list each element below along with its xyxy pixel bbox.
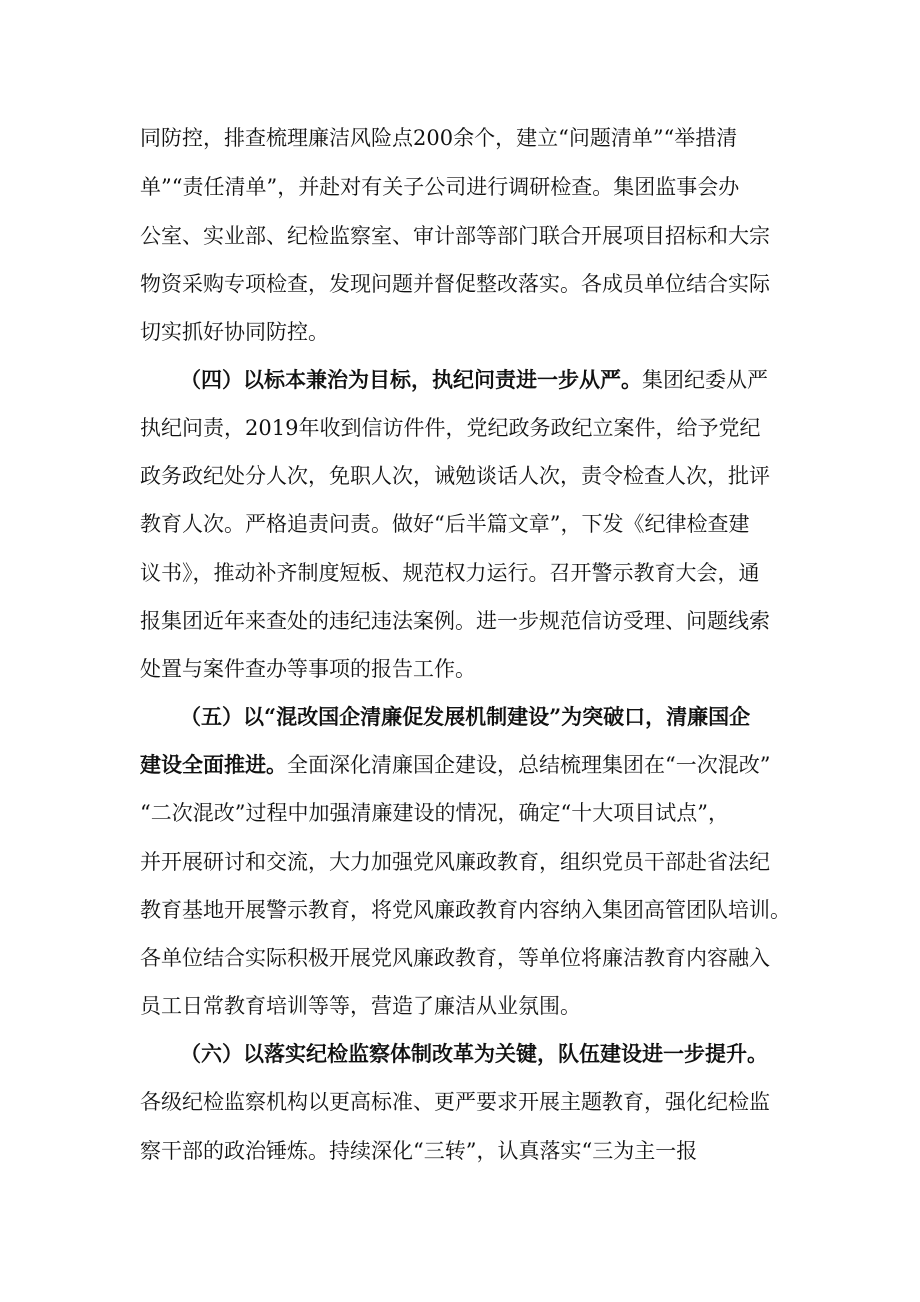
section-heading-line <box>0 358 920 402</box>
line-text: 并开展研讨和交流，大力加强党风廉政教育，组织党员干部赴省法纪 <box>140 850 770 874</box>
section-heading-line <box>0 1032 920 1076</box>
line-text: 各单位结合实际积极开展党风廉政教育，等单位将廉洁教育内容融入 <box>140 946 770 970</box>
line-text: 切实抓好协同防控。 <box>140 320 329 344</box>
line-text: 议书》，推动补齐制度短板、规范权力运行。召开警示教育大会，通 <box>140 561 760 585</box>
line-text: 察干部的政治锤炼。持续深化“三转”，认真落实“三为主一报 <box>140 1139 698 1163</box>
section-heading-5: （五）以“混改国企清廉促发展机制建设”为突破口，清廉国企 <box>180 704 751 729</box>
paragraph-line <box>0 791 920 835</box>
paragraph-line <box>0 1080 920 1124</box>
line-text: 政务政纪处分人次，免职人次，诫勉谈话人次，责令检查人次，批评 <box>140 464 770 488</box>
paragraph-line <box>0 888 920 932</box>
paragraph-line <box>0 454 920 498</box>
paragraph-line <box>0 551 920 595</box>
heading-text: 建设全面推进。 <box>140 752 287 777</box>
line-text: 教育人次。严格追责问责。做好“后半篇文章”，下发《纪律检查建 <box>140 512 750 536</box>
paragraph-line <box>0 406 920 450</box>
line-text: 执纪问责，2019年收到信访件件，党纪政务政纪立案件，给予党纪 <box>140 416 761 440</box>
paragraph-line <box>0 647 920 691</box>
line-text: 公室、实业部、纪检监察室、审计部等部门联合开展项目招标和大宗 <box>140 224 770 248</box>
section-heading-6: （六）以落实纪检监察体制改革为关键，队伍建设进一步提升。 <box>180 1041 768 1066</box>
paragraph-line <box>0 502 920 546</box>
paragraph-line <box>0 599 920 643</box>
line-text: 各级纪检监察机构以更高标准、更严要求开展主题教育，强化纪检监 <box>140 1090 770 1114</box>
line-text: 员工日常教育培训等等，营造了廉洁从业氛围。 <box>140 994 581 1018</box>
line-text: 单”“责任清单”，并赴对有关子公司进行调研检查。集团监事会办 <box>140 175 740 199</box>
line-text: 教育基地开展警示教育，将党风廉政教育内容纳入集团高管团队培训。 <box>140 898 791 922</box>
paragraph-line <box>0 743 920 787</box>
line-text: “二次混改”过程中加强清廉建设的情况，确定“十大项目试点”， <box>140 801 729 825</box>
paragraph-line <box>0 165 920 209</box>
paragraph-line <box>0 936 920 980</box>
line-text: 同防控，排查梳理廉洁风险点200余个，建立“问题清单”“举措清 <box>140 126 738 150</box>
paragraph-line <box>0 310 920 354</box>
paragraph-line <box>0 984 920 1028</box>
section-heading-line <box>0 695 920 739</box>
line-text: 物资采购专项检查，发现问题并督促整改落实。各成员单位结合实际 <box>140 272 770 296</box>
line-text: 报集团近年来查处的违纪违法案例。进一步规范信访受理、问题线索 <box>140 609 770 633</box>
line-text: 全面深化清廉国企建设，总结梳理集团在“一次混改” <box>287 753 771 777</box>
paragraph-line <box>0 214 920 258</box>
paragraph-line <box>0 840 920 884</box>
paragraph-line <box>0 262 920 306</box>
paragraph-line <box>0 116 920 160</box>
paragraph-line <box>0 1129 920 1173</box>
line-text: 处置与案件查办等事项的报告工作。 <box>140 657 476 681</box>
heading-continuation <box>140 743 770 787</box>
line-text: 集团纪委从严 <box>642 368 768 392</box>
section-heading-4 <box>180 358 768 402</box>
heading-text: （四）以标本兼治为目标，执纪问责进一步从严。 <box>180 367 642 392</box>
